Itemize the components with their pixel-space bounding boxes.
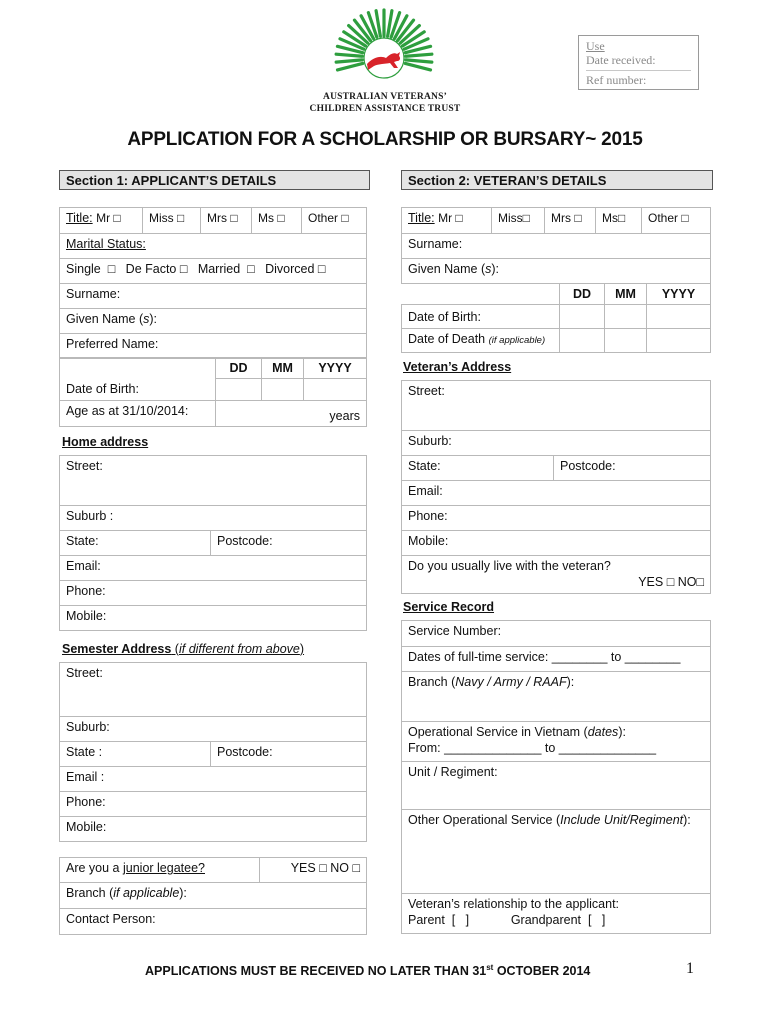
org-name-line1: AUSTRALIAN VETERANS’ — [323, 92, 447, 102]
other-operational-service-field[interactable] — [402, 810, 711, 894]
logo — [300, 8, 470, 118]
legatee-branch-italic: if applicable — [113, 886, 180, 900]
age-input[interactable] — [216, 401, 367, 427]
semester-paren-open: ( — [171, 642, 179, 656]
legatee-branch-field[interactable] — [60, 883, 367, 909]
home-suburb-field[interactable]: Suburb : — [60, 506, 367, 531]
service-number-field[interactable]: Service Number: — [402, 621, 711, 647]
vet-dod-if-applicable: (if applicable) — [488, 335, 546, 346]
legatee-table — [59, 857, 367, 935]
given-name-close: ): — [149, 312, 157, 326]
deadline-notice — [145, 963, 590, 978]
applicant-dob-dd-input[interactable] — [216, 379, 262, 401]
sem-phone-field[interactable]: Phone: — [60, 792, 367, 817]
ref-number-label: Ref number: — [586, 70, 691, 87]
relationship-field[interactable] — [402, 894, 711, 934]
semester-paren-close: ) — [299, 642, 305, 656]
sem-mobile-field[interactable]: Mobile: — [60, 817, 367, 842]
date-received-label: Date received: — [586, 53, 656, 67]
junior-legatee-question — [60, 858, 260, 883]
vietnam-service-label — [408, 724, 704, 740]
vet-dates-spacer — [402, 284, 560, 305]
sem-suburb-field[interactable]: Suburb: — [60, 717, 367, 742]
service-record-table — [401, 620, 711, 934]
given-name-s: s — [143, 312, 150, 326]
vet-given-name-field[interactable] — [402, 259, 711, 284]
vet-email-field[interactable]: Email: — [402, 481, 711, 506]
vet-phone-field[interactable]: Phone: — [402, 506, 711, 531]
applicant-details-table — [59, 207, 367, 359]
page-number: 1 — [686, 960, 694, 977]
surname-field[interactable]: Surname: — [60, 284, 367, 309]
vet-given-name-label: Given Name ( — [408, 262, 486, 276]
vietnam-label-close: ): — [618, 725, 626, 739]
home-postcode-field[interactable]: Postcode: — [211, 531, 367, 556]
vet-title-other-checkbox[interactable]: Other □ — [642, 208, 711, 234]
live-with-question: Do you usually live with the veteran? — [408, 559, 611, 573]
service-branch-options: Navy / Army / RAAF — [455, 675, 567, 689]
home-email-field[interactable]: Email: — [60, 556, 367, 581]
home-state-field[interactable]: State: — [60, 531, 211, 556]
vet-dob-yyyy-input[interactable] — [647, 305, 711, 329]
service-branch-label: Branch ( — [408, 675, 456, 689]
sem-postcode-field[interactable]: Postcode: — [211, 742, 367, 767]
semester-heading-text: Semester Address — [62, 642, 172, 656]
legatee-branch-label: Branch ( — [66, 886, 114, 900]
title-other-checkbox[interactable]: Other □ — [302, 208, 367, 234]
deadline-text: APPLICATIONS MUST BE RECEIVED NO LATER THAN 31 — [145, 964, 487, 979]
vet-dod-yyyy-input[interactable] — [647, 329, 711, 353]
vietnam-label-text: Operational Service in Vietnam ( — [408, 725, 588, 739]
applicant-dob-dd: DD — [216, 358, 262, 379]
vet-title-miss-checkbox[interactable]: Miss□ — [492, 208, 545, 234]
relationship-options[interactable]: Parent [ ] Grandparent [ ] — [408, 913, 606, 927]
title-miss-checkbox[interactable]: Miss □ — [143, 208, 201, 234]
applicant-dob-mm: MM — [262, 358, 304, 379]
given-name-field[interactable] — [60, 309, 367, 334]
title-cell[interactable] — [60, 208, 143, 234]
veteran-dates-table — [401, 283, 711, 353]
vet-given-name-close: ): — [491, 262, 499, 276]
sem-email-field[interactable]: Email : — [60, 767, 367, 792]
applicant-dob-yyyy: YYYY — [304, 358, 367, 379]
live-with-yes-no[interactable]: YES □ NO□ — [638, 575, 705, 589]
other-op-close: ): — [683, 813, 691, 827]
title-ms-checkbox[interactable]: Ms □ — [252, 208, 302, 234]
title-mrs-checkbox[interactable]: Mrs □ — [201, 208, 252, 234]
home-address-table — [59, 455, 367, 631]
junior-legatee-text: Are you a — [66, 861, 123, 875]
live-with-veteran-field[interactable] — [402, 556, 711, 594]
preferred-name-field[interactable]: Preferred Name: — [60, 334, 367, 359]
vietnam-label-dates: dates — [587, 725, 619, 739]
home-address-heading: Home address — [62, 435, 149, 449]
sem-street-field[interactable]: Street: — [60, 663, 367, 717]
applicant-dob-table — [59, 357, 367, 427]
veteran-details-table — [401, 207, 711, 284]
contact-person-field[interactable]: Contact Person: — [60, 909, 367, 935]
junior-legatee-yes-no[interactable]: YES □ NO □ — [260, 858, 367, 883]
vet-dd-header: DD — [560, 284, 605, 305]
semester-address-table — [59, 662, 367, 842]
relationship-label: Veteran’s relationship to the applicant: — [408, 897, 620, 911]
sem-state-field[interactable]: State : — [60, 742, 211, 767]
marital-options-checkboxes[interactable]: Single □ De Facto □ Married □ Divorced □ — [60, 259, 367, 284]
vet-yyyy-header: YYYY — [647, 284, 711, 305]
deadline-month: OCTOBER 2014 — [493, 964, 591, 979]
office-use-box — [578, 35, 699, 90]
vet-dob-label: Date of Birth: — [402, 305, 560, 329]
vet-dob-mm-input[interactable] — [605, 305, 647, 329]
home-street-field[interactable]: Street: — [60, 456, 367, 506]
vet-dod-dd-input[interactable] — [560, 329, 605, 353]
office-use-label: Use — [586, 39, 605, 53]
veteran-address-table — [401, 380, 711, 594]
applicant-dob-mm-input[interactable] — [262, 379, 304, 401]
legatee-branch-close: ): — [179, 886, 187, 900]
vet-dod-label — [402, 329, 560, 353]
vet-surname-field[interactable]: Surname: — [402, 234, 711, 259]
vet-title-cell[interactable] — [402, 208, 492, 234]
unit-regiment-field[interactable]: Unit / Regiment: — [402, 762, 711, 810]
marital-status-label: Marital Status: — [66, 237, 146, 251]
service-record-heading: Service Record — [403, 600, 495, 614]
service-branch-field[interactable] — [402, 672, 711, 722]
vet-dod-text: Date of Death — [408, 332, 486, 346]
vet-mm-header: MM — [605, 284, 647, 305]
page-title: APPLICATION FOR A SCHOLARSHIP OR BURSARY~ 2015 — [127, 129, 643, 150]
applicant-dob-label: Date of Birth: — [60, 358, 216, 401]
veteran-address-heading: Veteran’s Address — [403, 360, 512, 374]
vet-dod-mm-input[interactable] — [605, 329, 647, 353]
section1-heading: Section 1: APPLICANT’S DETAILS — [59, 170, 370, 190]
home-phone-field[interactable]: Phone: — [60, 581, 367, 606]
title-mr-checkbox[interactable]: Mr □ — [96, 211, 121, 225]
marital-status-field[interactable] — [60, 234, 367, 259]
vet-street-field[interactable]: Street: — [402, 381, 711, 431]
vet-mobile-field[interactable]: Mobile: — [402, 531, 711, 556]
title-label: Title: — [66, 211, 93, 225]
junior-legatee-underlined: junior legatee? — [122, 861, 205, 875]
vietnam-service-field[interactable] — [402, 722, 711, 762]
years-label: years — [329, 409, 360, 423]
vet-postcode-field[interactable]: Postcode: — [554, 456, 711, 481]
vet-state-field[interactable]: State: — [402, 456, 554, 481]
vet-title-mrs-checkbox[interactable]: Mrs □ — [545, 208, 596, 234]
vietnam-from-to[interactable]: From: ______________ to ______________ — [408, 741, 657, 755]
home-mobile-field[interactable]: Mobile: — [60, 606, 367, 631]
fulltime-service-dates-field[interactable]: Dates of full-time service: ________ to ________ — [402, 647, 711, 672]
kangaroo-sunburst-icon — [334, 8, 434, 90]
vet-title-ms-checkbox[interactable]: Ms□ — [596, 208, 642, 234]
semester-address-heading — [62, 642, 304, 656]
other-op-italic: Include Unit/Regiment — [560, 813, 684, 827]
vet-title-label: Title: — [408, 211, 435, 225]
deadline-superscript: st — [486, 963, 494, 972]
section2-heading: Section 2: VETERAN’S DETAILS — [401, 170, 713, 190]
vet-title-mr-checkbox[interactable]: Mr □ — [438, 211, 463, 225]
service-branch-close: ): — [566, 675, 575, 689]
other-op-label: Other Operational Service ( — [408, 813, 561, 827]
vet-dob-dd-input[interactable] — [560, 305, 605, 329]
age-label: Age as at 31/10/2014: — [60, 401, 216, 427]
org-name-line2: CHILDREN ASSISTANCE TRUST — [309, 104, 461, 114]
vet-given-name-s: s — [485, 262, 492, 276]
applicant-dob-yyyy-input[interactable] — [304, 379, 367, 401]
given-name-label: Given Name ( — [66, 312, 144, 326]
vet-suburb-field[interactable]: Suburb: — [402, 431, 711, 456]
semester-paren-text: if different from above — [178, 642, 300, 656]
